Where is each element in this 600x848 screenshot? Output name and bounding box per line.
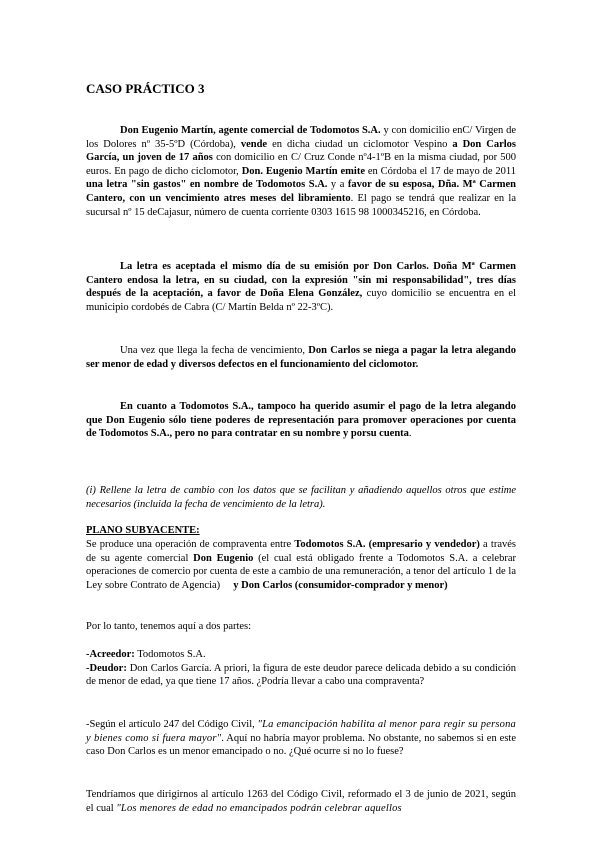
- p1-letter: una letra "sin gastos" en nombre de Todomotos S.A.: [86, 179, 328, 191]
- page-title: CASO PRÁCTICO 3: [86, 81, 205, 96]
- p9-text-a: Tendríamos que dirigirnos al artículo 1263 del Código Civil, reformado el 3 de junio de 2021, según el cual: [86, 789, 516, 814]
- p1-seller: Don Eugenio Martín, agente comercial de Todomotos S.A.: [120, 125, 381, 136]
- p2-bold: La letra es aceptada el mismo día de su emisión por Don Carlos. Doña Mª Carmen Cantero endosa la letra, en su ciudad, con la expresión "sin mi responsabilidad", tres días después de la aceptación, a favor de Doña Elena González,: [86, 261, 516, 300]
- paragraph-9: [86, 788, 516, 815]
- p5-text-c: a través de su agente comercial: [86, 539, 516, 564]
- paragraph-5: [86, 538, 516, 592]
- paragraph-2: [86, 260, 516, 314]
- p1-buyer: a Don Carlos García, un joven de 17 años: [86, 138, 516, 164]
- p8-quote: "La emancipación habilita al menor para regir su persona y bienes como si fuera mayor": [86, 719, 516, 744]
- p5-seller: Todomotos S.A. (empresario y vendedor): [294, 539, 480, 550]
- p1-text-j: y a: [327, 179, 348, 191]
- paragraph-1: [86, 124, 516, 219]
- creditor-value: Todomotos S.A.: [134, 649, 206, 660]
- p1-text-d: en dicha ciudad un ciclomotor Vespino: [267, 138, 453, 150]
- paragraph-6: Por lo tanto, tenemos aquí a dos partes:: [86, 621, 252, 632]
- paragraph-8: [86, 718, 516, 759]
- p2-text: cuyo domicilio se encuentra en el municipio cordobés de Cabra (C/ Martín Belda nº 22-3ºC).: [86, 288, 516, 313]
- p4-end: .: [408, 428, 412, 440]
- debtor-label: -Deudor:: [86, 662, 127, 674]
- p3-text: Una vez que llega la fecha de vencimiento,: [120, 345, 309, 356]
- instruction-note: (i) Rellene la letra de cambio con los datos que se facilitan y añadiendo aquellos otros que estime necesarios (incluida la fecha de vencimiento de la letra).: [86, 485, 516, 510]
- p1-text-b: y con domicilio enC/ Virgen de los Dolores nº 35-5ºD (Córdoba),: [86, 125, 517, 150]
- paragraph-3: [86, 344, 516, 371]
- p3-bold: Don Carlos se niega a pagar la letra alegando ser menor de edad y diversos defectos en el funcionamiento del ciclomotor.: [86, 345, 516, 370]
- p4-bold: En cuanto a Todomotos S.A., tampoco ha querido asumir el pago de la letra alegando que Don Eugenio sólo tiene poderes de representación para promover operaciones por cuenta de Todomotos S.A., pero no para contratar en su nombre y porsu cuenta: [86, 401, 516, 440]
- p8-text-c: . Aquí no habría mayor problema. No obstante, no sabemos si en este caso Don Carlos es un menor emancipado o no. ¿Qué ocurre si no lo fuese?: [86, 732, 517, 758]
- debtor-value: Don Carlos García. A priori, la figura de este deudor parece delicada debido a su condición de menor de edad, ya que tiene 17 años. ¿Podría llevar a cabo una compraventa?: [86, 662, 516, 688]
- paragraph-4: [86, 400, 516, 441]
- p5-buyer: y Don Carlos (consumidor-comprador y menor): [233, 579, 448, 591]
- p9-quote: "Los menores de edad no emancipados podrán celebrar aquellos: [116, 802, 402, 814]
- p1-beneficiary: favor de su esposa, Dña. Mª Carmen Cantero, con un vencimiento atres meses del libramiento: [86, 179, 516, 204]
- section-title: PLANO SUBYACENTE:: [86, 525, 200, 536]
- p1-issuer: Don. Eugenio Martín emite: [241, 165, 365, 177]
- p5-text-a: Se produce una operación de compraventa entre: [86, 539, 295, 550]
- creditor-label: -Acreedor:: [86, 649, 135, 660]
- p1-text-f: con domicilio en C/ Cruz Conde nº4-1ºB en la misma ciudad, por 500 euros. En pago de dicho ciclomotor,: [86, 152, 516, 177]
- paragraph-7: [86, 648, 516, 689]
- p5-agent: Don Eugenio: [193, 552, 254, 564]
- p5-text-e: (el cual está obligado frente a Todomotos S.A. a celebrar operaciones de comercio por cuenta de este a cambio de una remuneración, a tenor del artículo 1 de la Ley sobre Contrato de Agencia): [86, 552, 516, 591]
- p1-text-l: . El pago se tendrá que realizar en la sucursal nº 15 deCajasur, número de cuenta corriente 0303 1615 98 1000345216, en Córdoba.: [86, 192, 516, 218]
- p8-text-a: -Según el artículo 247 del Código Civil,: [86, 719, 258, 730]
- p1-text-h: en Córdoba el 17 de mayo de 2011: [364, 165, 516, 177]
- p1-sells: vende: [240, 138, 268, 150]
